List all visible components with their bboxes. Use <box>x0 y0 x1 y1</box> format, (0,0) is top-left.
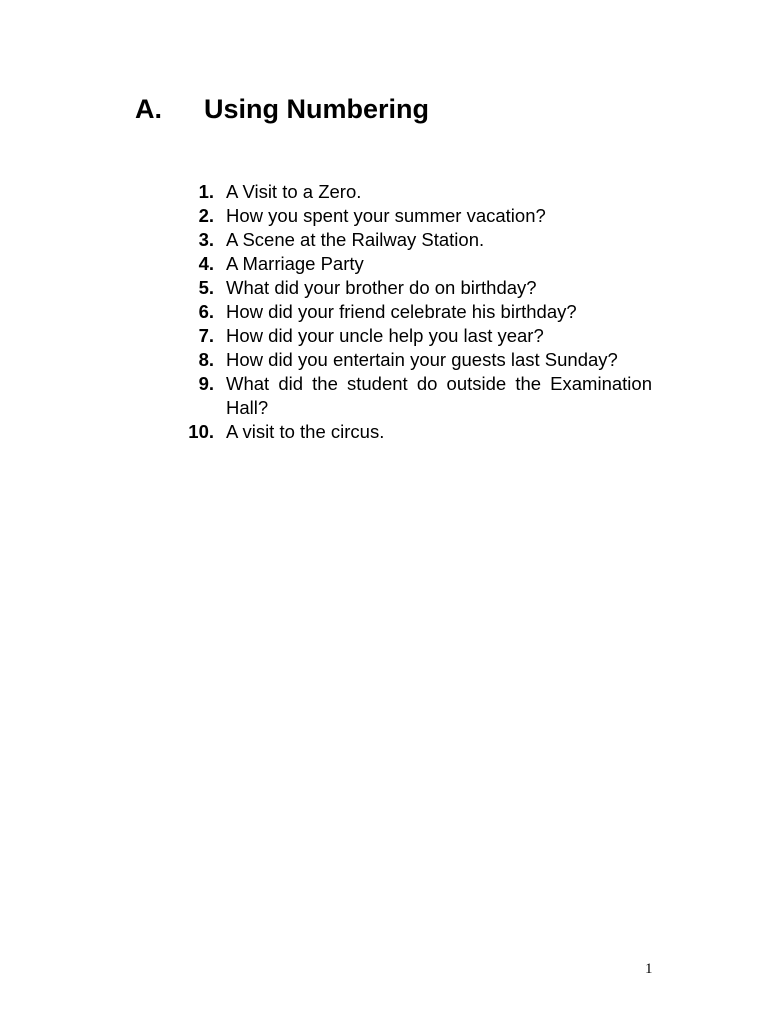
list-item <box>180 372 652 420</box>
list-item <box>180 420 652 444</box>
item-text: How you spent your summer vacation? <box>226 205 546 226</box>
section-marker: A. <box>135 94 162 124</box>
item-number: 10. <box>188 421 214 442</box>
list-item <box>180 252 652 276</box>
list-item <box>180 204 652 228</box>
item-number: 7. <box>198 325 214 346</box>
item-text: What did the student do outside the Examination Hall? <box>226 373 652 418</box>
numbered-list <box>180 180 652 444</box>
list-item <box>180 300 652 324</box>
item-text: A Visit to a Zero. <box>226 181 362 202</box>
item-number: 8. <box>198 349 214 370</box>
item-number: 3. <box>198 229 214 250</box>
item-text: What did your brother do on birthday? <box>226 277 537 298</box>
list-item <box>180 324 652 348</box>
item-text: How did your uncle help you last year? <box>226 325 544 346</box>
list-item <box>180 180 652 204</box>
item-number: 5. <box>198 277 214 298</box>
item-text: How did your friend celebrate his birthday? <box>226 301 577 322</box>
list-item <box>180 348 652 372</box>
item-number: 9. <box>198 373 214 394</box>
section-title: Using Numbering <box>204 94 430 124</box>
item-text: How did you entertain your guests last Sunday? <box>226 349 618 370</box>
list-item <box>180 228 652 252</box>
item-text: A Marriage Party <box>226 253 364 274</box>
item-text: A Scene at the Railway Station. <box>226 229 485 250</box>
item-number: 4. <box>198 253 214 274</box>
list-item <box>180 276 652 300</box>
section-heading <box>135 92 429 126</box>
page-number: 1 <box>645 961 653 977</box>
item-number: 2. <box>198 205 214 226</box>
item-number: 1. <box>198 181 214 202</box>
item-text: A visit to the circus. <box>226 421 385 442</box>
item-number: 6. <box>198 301 214 322</box>
